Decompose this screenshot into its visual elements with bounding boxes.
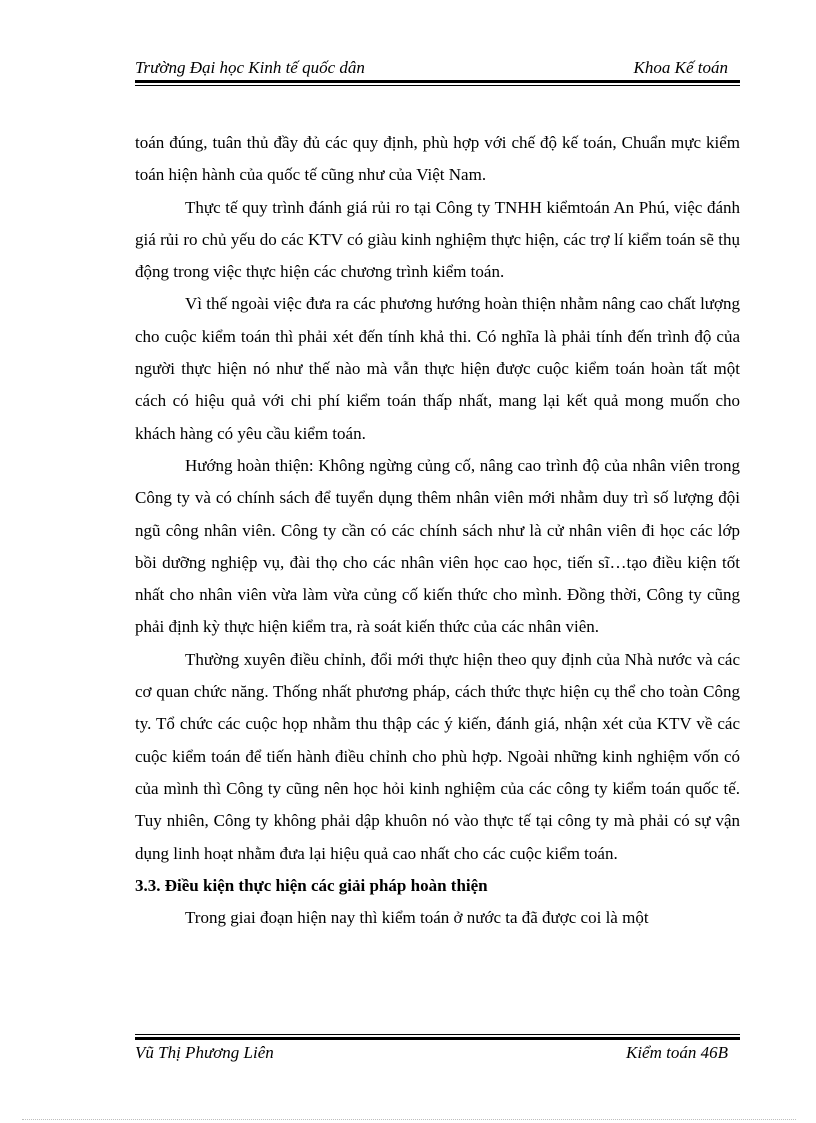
header-rule-thin bbox=[135, 85, 740, 86]
header-faculty: Khoa Kế toán bbox=[633, 58, 728, 77]
page-header bbox=[135, 56, 740, 80]
footer-author: Vũ Thị Phương Liên bbox=[135, 1043, 274, 1062]
document-body bbox=[135, 127, 740, 934]
paragraph-2: Thực tế quy trình đánh giá rủi ro tại Công ty TNHH kiểmtoán An Phú, việc đánh giá rủi ro chủ yếu do các KTV có giàu kinh nghiệm thực hiện, các trợ lí kiểm toán sẽ thụ động trong việc thực hiện các chương trình kiểm toán. bbox=[135, 197, 740, 282]
footer-rule-thick bbox=[135, 1037, 740, 1040]
header-university: Trường Đại học Kinh tế quốc dân bbox=[135, 58, 365, 77]
paragraph-3: Vì thế ngoài việc đưa ra các phương hướng hoàn thiện nhằm nâng cao chất lượng cho cuộc kiểm toán thì phải xét đến tính khả thi. Có nghĩa là phải tính đến trình độ của người thực hiện nó như thế nào mà vẫn thực hiện được cuộc kiểm toán hoàn tất một cách có hiệu quả với chi phí kiểm toán thấp nhất, mang lại kết quả mong muốn cho khách hàng có yêu cầu kiểm toán. bbox=[135, 294, 740, 443]
paragraph-6: Trong giai đoạn hiện nay thì kiểm toán ở nước ta đã được coi là một bbox=[185, 908, 649, 928]
footer-class: Kiểm toán 46B bbox=[626, 1043, 728, 1062]
paragraph-4: Hướng hoàn thiện: Không ngừng củng cố, nâng cao trình độ của nhân viên trong Công ty và có chính sách để tuyển dụng thêm nhân viên mới nhằm duy trì số lượng đội ngũ công nhân viên. Công ty cần có các chính sách như là cử nhân viên đi học các lớp bồi dưỡng nghiệp vụ, đài thọ cho các nhân viên học cao học, tiến sĩ…tạo điều kiện tốt nhất cho nhân viên vừa làm vừa củng cố kiến thức cho mình. Đồng thời, Công ty cũng phải định kỳ thực hiện kiểm tra, rà soát kiến thức của các nhân viên. bbox=[135, 455, 740, 637]
header-rule-thick bbox=[135, 80, 740, 83]
paragraph-1: toán đúng, tuân thủ đầy đủ các quy định, phù hợp với chế độ kế toán, Chuẩn mực kiểm toán hiện hành của quốc tế cũng như của Việt Nam. bbox=[135, 133, 740, 185]
section-heading: 3.3. Điều kiện thực hiện các giải pháp hoàn thiện bbox=[135, 875, 488, 895]
page-bottom-border bbox=[22, 1119, 796, 1120]
paragraph-5: Thường xuyên điều chỉnh, đổi mới thực hiện theo quy định của Nhà nước và các cơ quan chức năng. Thống nhất phương pháp, cách thức thực hiện cụ thể cho toàn Công ty. Tổ chức các cuộc họp nhằm thu thập các ý kiến, đánh giá, nhận xét của KTV về các cuộc kiểm toán để tiến hành điều chỉnh cho phù hợp. Ngoài những kinh nghiệm vốn có của mình thì Công ty cũng nên học hỏi kinh nghiệm của các công ty kiểm toán quốc tế. Tuy nhiên, Công ty không phải dập khuôn nó vào thực tế tại công ty mà phải có sự vận dụng linh hoạt nhằm đưa lại hiệu quả cao nhất cho các cuộc kiểm toán. bbox=[135, 649, 740, 863]
page-footer bbox=[135, 1043, 740, 1067]
footer-rule-thin bbox=[135, 1034, 740, 1035]
